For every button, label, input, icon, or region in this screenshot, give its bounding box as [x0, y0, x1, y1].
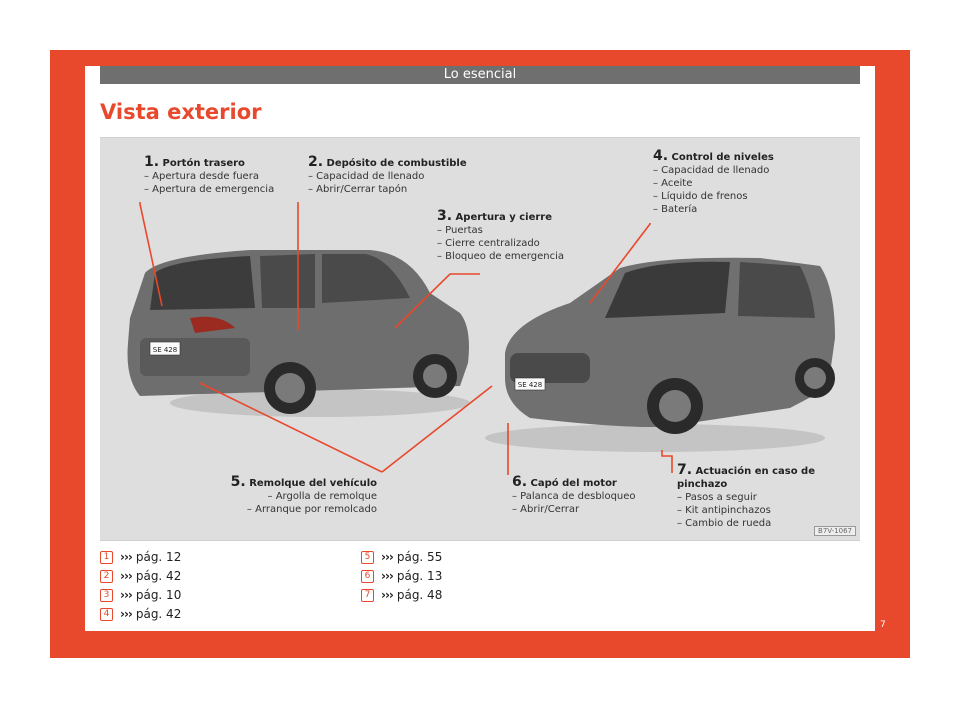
- callout-5-number: 5.: [230, 474, 246, 490]
- page-title: Vista exterior: [100, 100, 262, 124]
- page-ref-4[interactable]: [100, 605, 181, 623]
- ref-arrows-icon: ›››: [381, 550, 393, 564]
- callout-3-item: – Cierre centralizado: [437, 238, 540, 249]
- ref-text: pág. 55: [396, 550, 443, 564]
- callout-1-item: – Apertura de emergencia: [144, 184, 275, 195]
- section-header: Lo esencial: [100, 66, 860, 84]
- callout-4-item: – Capacidad de llenado: [653, 165, 770, 176]
- callout-6: [512, 476, 636, 516]
- page-ref-1[interactable]: [100, 548, 181, 566]
- callout-7-item: – Cambio de rueda: [677, 518, 772, 529]
- vehicle-illustration: [100, 137, 860, 541]
- page-ref-5[interactable]: [361, 548, 442, 566]
- front-plate-text: SE 428: [517, 381, 543, 389]
- callout-5-title: Remolque del vehículo: [249, 478, 377, 489]
- callout-7: [677, 464, 860, 530]
- callout-2-number: 2.: [308, 154, 324, 170]
- ref-text: pág. 42: [135, 569, 182, 583]
- ref-badge: 3: [100, 589, 113, 602]
- callout-6-title: Capó del motor: [530, 478, 617, 489]
- callout-3-item: – Bloqueo de emergencia: [437, 251, 564, 262]
- callout-2-item: – Abrir/Cerrar tapón: [308, 184, 408, 195]
- ref-arrows-icon: ›››: [381, 588, 393, 602]
- ref-arrows-icon: ›››: [120, 588, 132, 602]
- callout-3-number: 3.: [437, 208, 453, 224]
- ref-text: pág. 13: [396, 569, 443, 583]
- callout-7-number: 7.: [677, 462, 693, 478]
- callout-4-item: – Aceite: [653, 178, 693, 189]
- page-number: 7: [880, 620, 886, 630]
- callout-3-item: – Puertas: [437, 225, 483, 236]
- callout-5-item: – Argolla de remolque: [267, 491, 377, 502]
- callout-1-number: 1.: [144, 154, 160, 170]
- callout-7-item: – Kit antipinchazos: [677, 505, 771, 516]
- ref-arrows-icon: ›››: [120, 550, 132, 564]
- callout-4-item: – Líquido de frenos: [653, 191, 748, 202]
- callout-2-title: Depósito de combustible: [326, 158, 467, 169]
- callout-2: [308, 156, 467, 196]
- callout-7-title: Actuación en caso de pinchazo: [677, 466, 815, 490]
- page-ref-2[interactable]: [100, 567, 181, 585]
- page-ref-3[interactable]: [100, 586, 181, 604]
- page-ref-6[interactable]: [361, 567, 442, 585]
- callout-5: [215, 476, 377, 516]
- callout-5-item: – Arranque por remolcado: [246, 504, 377, 515]
- callout-2-item: – Capacidad de llenado: [308, 171, 425, 182]
- callout-4-item: – Batería: [653, 204, 698, 215]
- ref-badge: 4: [100, 608, 113, 621]
- callout-7-item: – Pasos a seguir: [677, 492, 757, 503]
- ref-badge: 6: [361, 570, 374, 583]
- page-ref-7[interactable]: [361, 586, 442, 604]
- ref-arrows-icon: ›››: [381, 569, 393, 583]
- ref-badge: 5: [361, 551, 374, 564]
- rear-plate-text: SE 428: [152, 346, 178, 354]
- callout-6-item: – Abrir/Cerrar: [512, 504, 580, 515]
- callout-1-title: Portón trasero: [162, 158, 245, 169]
- ref-arrows-icon: ›››: [120, 607, 132, 621]
- ref-text: pág. 42: [135, 607, 182, 621]
- callout-1: [144, 156, 274, 196]
- ref-text: pág. 12: [135, 550, 182, 564]
- callout-6-number: 6.: [512, 474, 528, 490]
- callout-4-title: Control de niveles: [671, 152, 774, 163]
- front-car-image: [485, 258, 835, 452]
- callout-1-item: – Apertura desde fuera: [144, 171, 259, 182]
- ref-badge: 2: [100, 570, 113, 583]
- ref-badge: 7: [361, 589, 374, 602]
- ref-badge: 1: [100, 551, 113, 564]
- ref-arrows-icon: ›››: [120, 569, 132, 583]
- callout-3-title: Apertura y cierre: [455, 212, 553, 223]
- figure-code: B7V-1067: [814, 526, 856, 536]
- callout-4-number: 4.: [653, 148, 669, 164]
- callout-4: [653, 150, 774, 216]
- callout-6-item: – Palanca de desbloqueo: [512, 491, 636, 502]
- callout-3: [437, 210, 564, 263]
- ref-text: pág. 10: [135, 588, 182, 602]
- ref-text: pág. 48: [396, 588, 443, 602]
